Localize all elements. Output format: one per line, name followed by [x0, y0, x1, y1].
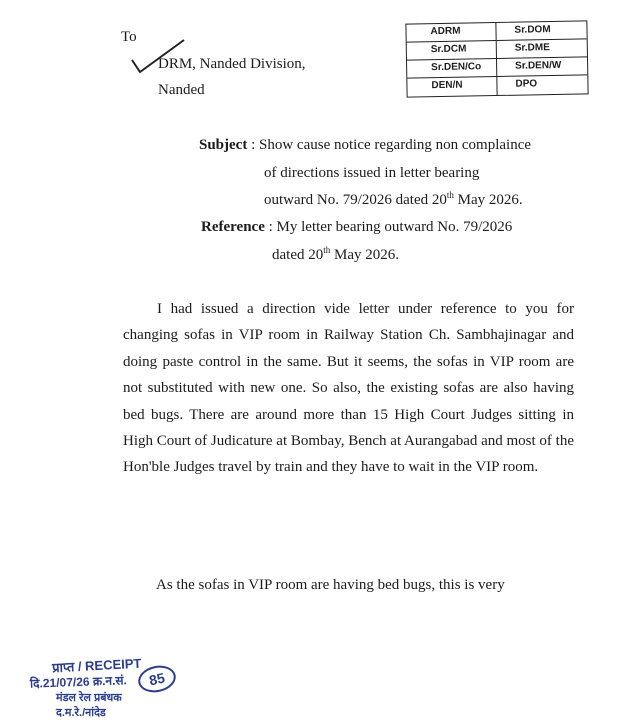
subject-date-post: May 2026.: [453, 192, 523, 208]
dist-cell: DEN/N: [407, 77, 497, 97]
subject-date-sup: th: [446, 190, 454, 200]
subject-text: : Show cause notice regarding non complaince: [251, 137, 532, 153]
stamp-division-line: द.म.रे./नांदेड: [56, 707, 106, 719]
body-paragraph-2: As the sofas in VIP room are having bed bugs, this is very: [156, 577, 505, 593]
dist-cell: ADRM: [406, 23, 496, 43]
dist-cell: Sr.DME: [497, 39, 587, 59]
subject-date-pre: outward No. 79/2026 dated 20: [264, 192, 447, 208]
stamp-date-line: दि.21/07/26 क्र.न.सं.: [29, 673, 128, 691]
recipient-line1: DRM, Nanded Division,: [158, 56, 306, 72]
dist-cell: Sr.DCM: [407, 41, 497, 61]
reference-date-post: May 2026.: [330, 247, 399, 263]
receipt-stamp: [30, 654, 190, 720]
stamp-receipt-label: प्राप्त / RECEIPT: [51, 655, 142, 676]
subject-line2: of directions issued in letter bearing: [264, 165, 480, 181]
dist-cell: Sr.DOM: [496, 21, 586, 41]
subject-label: Subject: [199, 137, 248, 153]
distribution-table: [405, 20, 588, 97]
recipient-line2: Nanded: [158, 82, 205, 98]
body-paragraph-1: I had issued a direction vide letter under reference to you for changing sofas in VIP room in Railway Station Ch. Sambhajinagar and doing paste control in the same. But it seems, the sofas in VIP room are not substituted with new one. So also, the existing sofas are also having bed bugs. There are around more than 15 High Court Judges sitting in High Court of Judicature at Bombay, Bench at Aurangabad and most of the Hon'ble Judges travel by train and they have to wait in the VIP room.: [123, 301, 575, 476]
subject-line1: [199, 137, 531, 154]
subject-line3: [264, 192, 523, 209]
reference-text: : My letter bearing outward No. 79/2026: [268, 219, 513, 235]
dist-cell: Sr.DEN/W: [497, 57, 587, 77]
reference-line1: [201, 219, 512, 236]
stamp-office-line: मंडल रेल प्रबंधक: [56, 692, 122, 704]
stamp-inward-number: 85: [136, 662, 179, 695]
reference-date-sup: th: [323, 245, 331, 255]
to-label: To: [121, 29, 137, 45]
reference-label: Reference: [201, 219, 265, 235]
dist-cell: DPO: [515, 78, 538, 90]
reference-line2: [272, 247, 399, 264]
dist-cell: Sr.DEN/Co: [407, 59, 497, 79]
reference-date-pre: dated 20: [272, 247, 324, 263]
